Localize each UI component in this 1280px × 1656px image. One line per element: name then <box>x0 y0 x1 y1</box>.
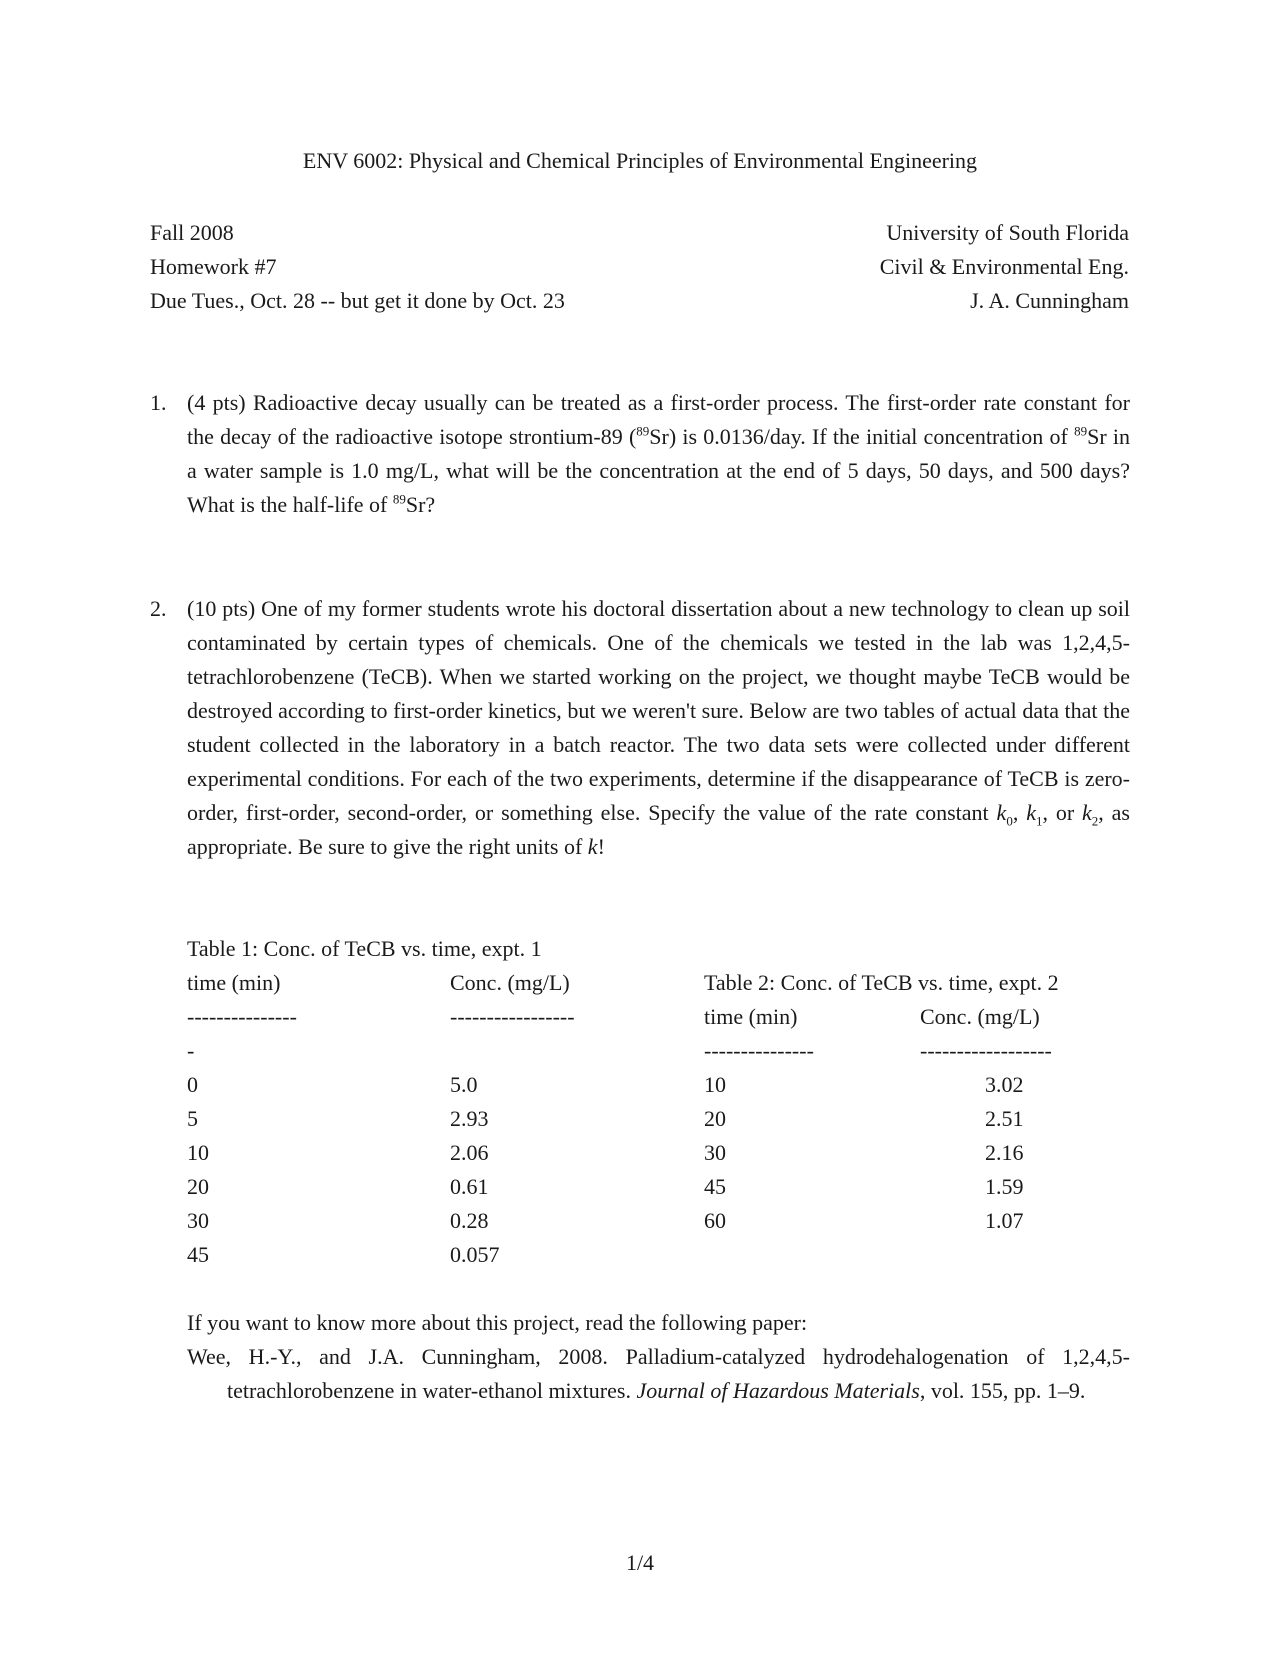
time-cell: 60 <box>704 1208 726 1233</box>
homework-number: Homework #7 <box>150 254 277 279</box>
conc-cell: 0.28 <box>450 1208 489 1233</box>
semester: Fall 2008 <box>150 220 234 245</box>
conc-cell: 0.057 <box>450 1242 500 1267</box>
time-cell: 0 <box>187 1072 198 1097</box>
conc-cell: 2.06 <box>450 1140 489 1165</box>
conc-cell: 1.07 <box>985 1208 1024 1233</box>
time-cell: 45 <box>704 1174 726 1199</box>
university: University of South Florida <box>886 220 1129 245</box>
course-info <box>150 216 565 318</box>
column-header-time: time (min) <box>187 970 281 995</box>
reference-intro: If you want to know more about this project, read the following paper: <box>187 1310 808 1335</box>
header-rule: --------------- <box>187 1004 297 1029</box>
instructor-info <box>880 216 1129 318</box>
conc-cell: 1.59 <box>985 1174 1024 1199</box>
text-run: , as appropriate. Be sure to give the right units of <box>187 800 1130 859</box>
conc-cell: 2.51 <box>985 1106 1024 1131</box>
column-header-conc: Conc. (mg/L) <box>920 1004 1040 1029</box>
due-date: Due Tues., Oct. 28 -- but get it done by Oct. 23 <box>150 288 565 313</box>
header-rule: ------------------ <box>920 1038 1052 1063</box>
conc-cell: 3.02 <box>985 1072 1024 1097</box>
isotope-mass-number: 89 <box>392 491 406 507</box>
text-run: Sr) is 0.0136/day. If the initial concentration of <box>649 424 1075 449</box>
instructor: J. A. Cunningham <box>970 288 1129 313</box>
conc-cell: 0.61 <box>450 1174 489 1199</box>
question-text <box>187 386 1130 522</box>
document-title: ENV 6002: Physical and Chemical Principles of Environmental Engineering <box>302 148 978 173</box>
citation-volume: , vol. 155, pp. 1–9. <box>919 1378 1086 1403</box>
subscript: 1 <box>1035 813 1043 829</box>
table-title: Table 1: Conc. of TeCB vs. time, expt. 1 <box>187 936 542 961</box>
question-2 <box>150 592 1130 864</box>
text-run: Sr in a water sample is 1.0 mg/L, what will be the concentration at the end of 5 days, 50 days, and 500 days? What is the half-life of <box>187 424 1130 517</box>
time-cell: 45 <box>187 1242 209 1267</box>
citation-text: Wee, H.-Y., and J.A. Cunningham, 2008. Palladium-catalyzed hydrodehalogenation of 1,2,4,5-tetrachlorobenzene in water-ethanol mixtures. <box>187 1344 1130 1403</box>
time-cell: 20 <box>704 1106 726 1131</box>
question-number: 2. <box>150 596 167 621</box>
text-run: (10 pts) One of my former students wrote his doctoral dissertation about a new technology to clean up soil contaminated by certain types of chemicals. One of the chemicals we tested in the lab was 1,2,4,5-tetrachlorobenzene (TeCB). When we started working on the project, we thought maybe TeCB would be destroyed according to first-order kinetics, but we weren't sure. Below are two tables of actual data that the student collected in the laboratory in a batch reactor. The two data sets were collected under different experimental conditions. For each of the two experiments, determine if the disappearance of TeCB is zero-order, first-order, second-order, or something else. Specify the value of the rate constant <box>187 596 1130 825</box>
isotope-mass-number: 89 <box>636 423 650 439</box>
text-run: , or <box>1042 800 1083 825</box>
header-rule: --------------- <box>704 1038 814 1063</box>
text-run: (4 pts) Radioactive decay usually can be treated as a first-order process. The first-order rate constant for the decay of the radioactive isotope strontium-89 ( <box>187 390 1130 449</box>
conc-cell: 5.0 <box>450 1072 478 1097</box>
text-run: ! <box>597 834 605 859</box>
text-run: Sr? <box>405 492 436 517</box>
header-rule: ----------------- <box>450 1004 575 1029</box>
journal-name: Journal of Hazardous Materials <box>636 1378 920 1403</box>
time-cell: 5 <box>187 1106 198 1131</box>
text-run: , <box>1012 800 1027 825</box>
header-rule: - <box>187 1038 195 1063</box>
time-cell: 30 <box>704 1140 726 1165</box>
citation <box>187 1340 1130 1408</box>
isotope-mass-number: 89 <box>1074 423 1088 439</box>
question-1 <box>150 386 1130 522</box>
subscript: 2 <box>1091 813 1099 829</box>
reference-section <box>187 1306 1130 1408</box>
question-text <box>187 592 1130 864</box>
time-cell: 10 <box>187 1140 209 1165</box>
column-header-time: time (min) <box>704 1004 798 1029</box>
rate-constant-symbol: k <box>587 834 598 859</box>
time-cell: 20 <box>187 1174 209 1199</box>
rate-constant-symbol: k <box>996 800 1007 825</box>
question-number: 1. <box>150 390 167 415</box>
conc-cell: 2.93 <box>450 1106 489 1131</box>
table-title: Table 2: Conc. of TeCB vs. time, expt. 2 <box>704 970 1059 995</box>
column-header-conc: Conc. (mg/L) <box>450 970 570 995</box>
rate-constant-symbol: k <box>1026 800 1036 825</box>
rate-constant-symbol: k <box>1082 800 1092 825</box>
subscript: 0 <box>1006 813 1013 829</box>
time-cell: 10 <box>704 1072 726 1097</box>
department: Civil & Environmental Eng. <box>879 254 1129 279</box>
page-number: 1/4 <box>625 1550 655 1575</box>
time-cell: 30 <box>187 1208 209 1233</box>
conc-cell: 2.16 <box>985 1140 1024 1165</box>
